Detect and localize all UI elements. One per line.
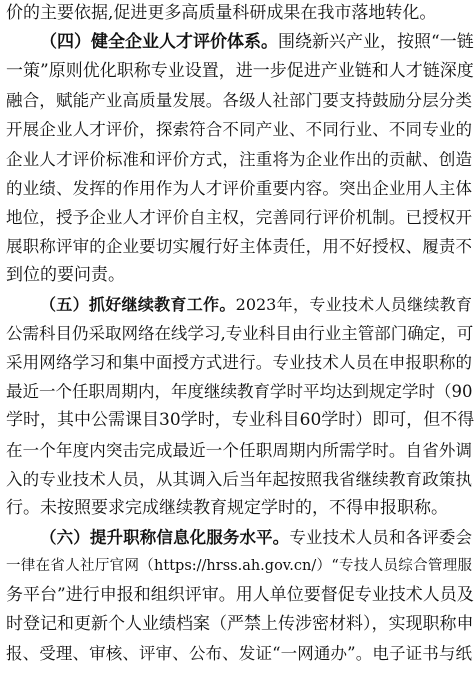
text-line — [0, 146, 476, 173]
section-heading: （四）健全企业人才评价体系。 — [40, 32, 278, 53]
line-text: 最近一个任职周期内，年度继续教育学时平均达到规定学时（90 — [6, 382, 473, 402]
text-line — [0, 378, 476, 405]
line-text: 在一个年度内突击完成最近一个任职周期内所需学时。自省外调 — [6, 440, 472, 460]
text-line — [0, 495, 476, 522]
section-heading: （五）抓好继续教育工作。 — [40, 295, 236, 314]
line-text: 价的主要依据,促进更多高质量科研成果在我市落地转化。 — [6, 3, 437, 23]
text-line — [0, 320, 476, 347]
line-text: 务平台”进行申报和组织评审。用人单位要督促专业技术人员及 — [6, 585, 474, 605]
line-text: 时登记和更新个人业绩档案（严禁上传涉密材料），实现职称申 — [6, 614, 474, 635]
line-text: 到位的要问责。 — [6, 264, 125, 285]
line-text: 一律在省人社厅官网（https://hrss.ah.gov.cn/）“专技人员综合管理服 — [6, 557, 472, 574]
text-line — [0, 524, 476, 551]
text-line — [0, 58, 476, 85]
line-text: 围绕新兴产业，按照“一链 — [278, 32, 474, 53]
line-text: 的业绩、发挥的作用作为人才评价重要内容。突出企业用人主体 — [6, 178, 472, 198]
line-text: 展职称评审的企业要切实履行好主体责任，用不好授权、履责不 — [6, 236, 472, 256]
text-line — [0, 233, 476, 260]
text-line — [0, 640, 476, 667]
line-text: 企业人才评价标准和评价方式，注重将为企业作出的贡献、创造 — [6, 149, 472, 169]
line-text: 行。未按照要求完成继续教育规定学时的，不得申报职称。 — [6, 497, 448, 518]
line-text: 一策”原则优化职称专业设置，进一步促进产业链和人才链深度 — [6, 61, 474, 82]
line-text: 学时，其中公需课目30学时，专业科目60学时）即可，但不得 — [6, 410, 475, 431]
line-text: 报、受理、审核、评审、公布、发证“一网通办”。电子证书与纸 — [6, 644, 472, 664]
line-text: 公需科目仍采取网络在线学习,专业科目由行业主管部门确定，可 — [6, 324, 474, 344]
text-line — [0, 175, 476, 202]
text-line — [0, 87, 476, 114]
text-line — [0, 349, 476, 376]
text-line — [0, 29, 476, 56]
text-line — [0, 437, 476, 464]
section-heading: （六）提升职称信息化服务水平。 — [40, 527, 290, 547]
line-text: 开展企业人才评价，探索符合不同产业、不同行业、不同专业的 — [6, 120, 472, 140]
text-line — [0, 553, 476, 580]
line-text: 入的专业技术人员，从其调入后当年起按照我省继续教育政策执 — [6, 469, 472, 489]
text-line — [0, 204, 476, 231]
text-line — [0, 291, 476, 318]
line-text: 融合，赋能产业高质量发展。各级人社部门要支持鼓励分层分类 — [6, 91, 472, 111]
text-line — [0, 466, 476, 493]
line-text: 采用网络学习和集中面授方式进行。专业技术人员在申报职称的 — [6, 353, 472, 373]
line-text: 专业技术人员和各评委会 — [289, 527, 473, 547]
text-line — [0, 407, 476, 434]
text-line — [0, 0, 476, 27]
text-line — [0, 582, 476, 609]
line-text: 2023年，专业技术人员继续教育 — [235, 295, 472, 314]
text-line — [0, 611, 476, 638]
line-text: 地位，授予企业人才评价自主权，完善同行评价机制。已授权开 — [6, 207, 472, 227]
text-line — [0, 116, 476, 143]
text-line — [0, 262, 476, 289]
